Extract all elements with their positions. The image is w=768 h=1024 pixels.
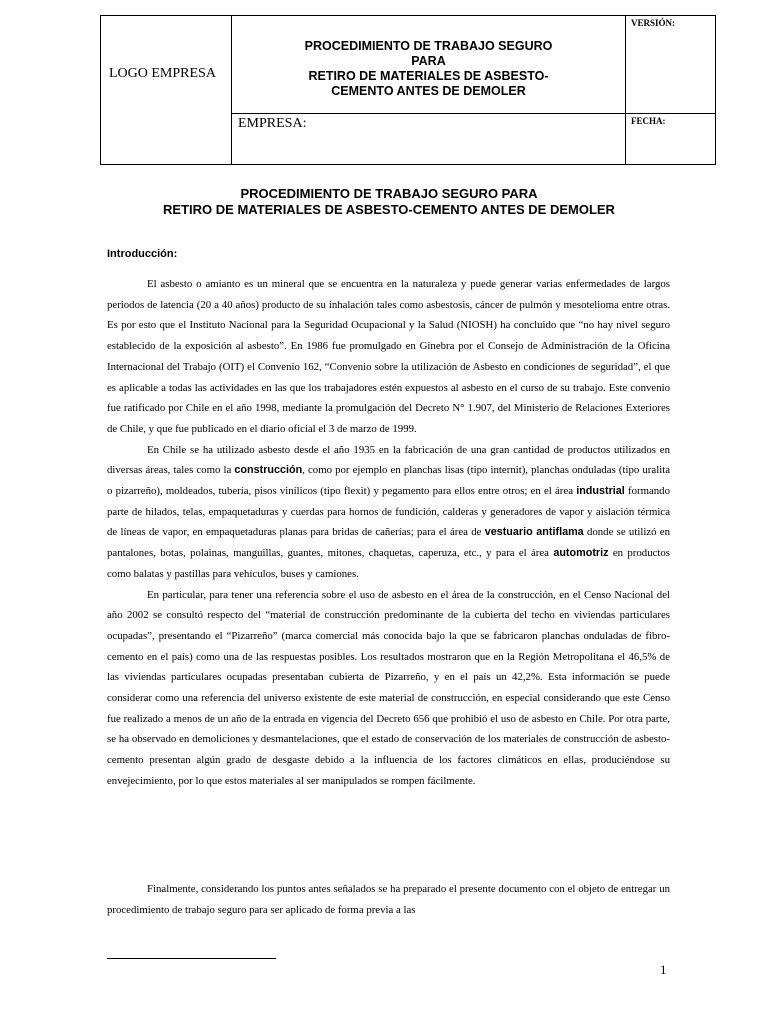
- page-number: 1: [660, 962, 667, 977]
- introduction-body: [107, 274, 670, 792]
- header-title-cell: [232, 16, 626, 114]
- document-title: [0, 186, 768, 218]
- paragraph: Finalmente, considerando los puntos antes señalados se ha preparado el presente documento con el objeto de entregar un procedimiento de trabajo seguro para ser aplicado de forma previa a las: [107, 883, 670, 916]
- fecha-cell: [626, 114, 716, 165]
- paragraph-text: En Chile se ha utilizado asbesto desde el año 1935 en la fabricación de una gran cantidad de productos utilizados en diversas áreas, tales como la: [107, 443, 670, 477]
- header-title-line: PARA: [411, 54, 446, 68]
- paragraph: El asbesto o amianto es un mineral que se encuentra en la naturaleza y puede generar varias enfermedades de largos periodos de latencia (20 a 40 años) producto de su inhalación tales como asbestosis, cáncer de pulmón y mesotelioma entre otras. Es por esto que el Instituto Nacional para la Seguridad Ocupacional y la Salud (NIOSH) ha concluido que “no hay nivel seguro establecido de la exposición al asbesto”. En 1986 fue promulgado en Ginebra por el Consejo de Administración de la Oficina Internacional del Trabajo (OIT) el Convenio 162, “Convenio sobre la utilización de Asbesto en condiciones de seguridad”, el que es aplicable a todas las actividades en las que los trabajadores estén expuestos al asbesto en el curso de su trabajo. Este convenio fue ratificado por Chile en el año 1998, mediante la promulgación del Decreto N° 1.907, del Ministerio de Relaciones Exteriores de Chile, y que fue publicado en el diario oficial el 3 de marzo de 1999.: [107, 278, 670, 435]
- section-heading-introduccion: Introducción:: [107, 248, 178, 260]
- paragraph-text: formando parte de hilados, telas, empaquetaduras y cuerdas para hornos de fundición, calderas y generadores de vapor y aislación térmica de líneas de vapor, en empaquetaduras planas para bridas de cañerías; para el área de: [107, 485, 670, 539]
- bold-term-construccion: construcción: [234, 464, 303, 477]
- paragraph-text: , como por ejemplo en planchas lisas (tipo internit), planchas onduladas (tipo uralita o pizarreño), moldeados, tubería, pisos vinílicos (tipo flexit) y pegamento para ellos entre otros; en el área: [107, 464, 670, 498]
- paragraph: [107, 440, 670, 585]
- header-title-line: RETIRO DE MATERIALES DE ASBESTO-: [308, 69, 549, 83]
- bold-term-vestuario: vestuario antiflama: [484, 526, 584, 539]
- version-cell: [626, 16, 716, 114]
- empresa-cell: [232, 114, 626, 165]
- company-logo-placeholder: LOGO EMPRESA: [109, 66, 216, 81]
- empresa-label: EMPRESA:: [238, 116, 307, 131]
- version-label: VERSIÓN:: [631, 18, 676, 28]
- final-paragraph-block: [107, 879, 670, 920]
- bold-term-industrial: industrial: [576, 485, 625, 498]
- document-title-line: RETIRO DE MATERIALES DE ASBESTO-CEMENTO ANTES DE DEMOLER: [163, 202, 615, 217]
- header-title: [232, 16, 625, 99]
- paragraph: En particular, para tener una referencia sobre el uso de asbesto en el área de la construcción, en el Censo Nacional del año 2002 se consultó respecto del “material de construcción predominante de la cubierta del techo en viviendas particulares ocupadas”, presentando el “Pizarreño” (marca comercial más conocida bajo la que se fabricaron planchas onduladas de fibro-cemento en el país) como una de las respuestas posibles. Los resultados mostraron que en la Región Metropolitana el 46,5% de las viviendas particulares ocupadas presentaban cubierta de Pizarreño, y en el país un 42,2%. Esta información se puede considerar como una referencia del universo existente de este material de construcción, en especial considerando que este Censo fue realizado a menos de un año de la entrada en vigencia del Decreto 656 que prohibió el uso de asbesto en Chile. Por otra parte, se ha observado en demoliciones y desmantelaciones, que el estado de conservación de los materiales de construcción de asbesto-cemento presentan algún grado de desgaste debido a la influencia de los factores climáticos en ellas, produciéndose su envejecimiento, por lo que estos materiales al ser manipulados se rompen fácilmente.: [107, 588, 670, 787]
- fecha-label: FECHA:: [631, 116, 666, 126]
- bold-term-automotriz: automotriz: [553, 547, 609, 560]
- logo-cell: [101, 16, 232, 165]
- document-header-table: [100, 15, 716, 165]
- document-title-line: PROCEDIMIENTO DE TRABAJO SEGURO PARA: [240, 186, 538, 201]
- footnote-separator: [107, 958, 276, 959]
- paragraph-text: donde se utilizó en pantalones, botas, polainas, manguillas, guantes, mitones, chaquetas, caperuza, etc., y para el área: [107, 526, 670, 560]
- header-title-line: PROCEDIMIENTO DE TRABAJO SEGURO: [304, 39, 553, 53]
- paragraph-text: en productos como balatas y pastillas para vehículos, buses y camiones.: [107, 547, 670, 580]
- header-title-line: CEMENTO ANTES DE DEMOLER: [331, 84, 526, 98]
